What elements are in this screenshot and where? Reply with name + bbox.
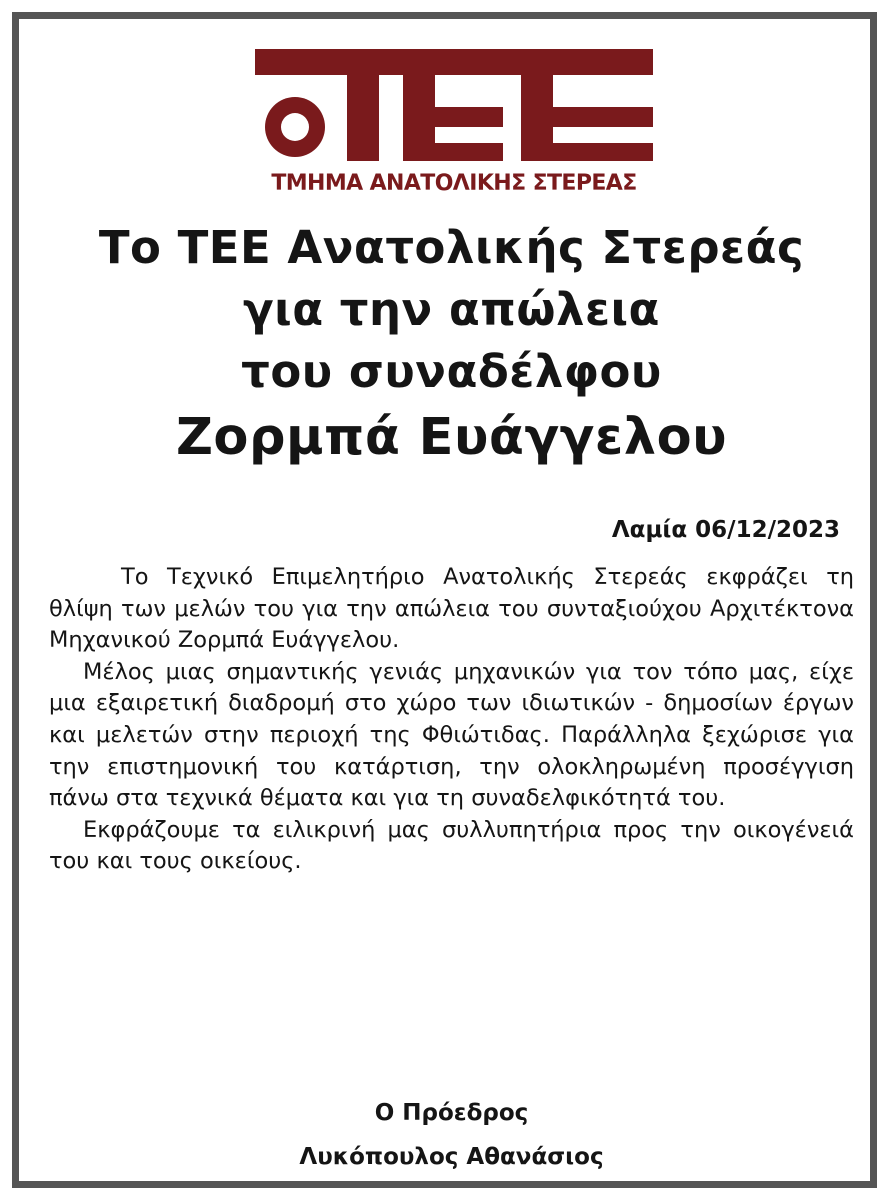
- title-line-4: Ζορμπά Ευάγγελου: [175, 408, 728, 467]
- date-line: Λαμία 06/12/2023: [611, 517, 840, 543]
- tee-logo-icon: [249, 43, 659, 169]
- paragraph-2: Μέλος μιας σημαντικής γενιάς μηχανικών για τον τόπο μας, είχε μια εξαιρετική διαδρομή στο χώρο των ιδιωτικών - δημοσίων έργων και μελετών στην περιοχή της Φθιώτιδας. Παράλληλα ξεχώρισε για την επιστημονική του κατάρτιση, την ολοκληρωμένη προσέγγιση πάνω στα τεχνικά θέματα και για τη συναδελφικότητά του.: [49, 658, 854, 812]
- signature-name: Λυκόπουλος Αθανάσιος: [299, 1144, 604, 1170]
- title-line-3: του συναδέλφου: [241, 345, 662, 398]
- announcement-title: [19, 217, 884, 473]
- signature-role: Ο Πρόεδρος: [374, 1100, 529, 1126]
- announcement-frame: [12, 12, 877, 1188]
- tee-logo: [249, 43, 659, 207]
- title-line-1: Το ΤΕΕ Ανατολικής Στερεάς: [98, 221, 805, 274]
- paragraph-3: Εκφράζουμε τα ειλικρινή μας συλλυπητήρια προς την οικογένειά του και τους οικείους.: [49, 816, 854, 875]
- title-line-2: για την απώλεια: [243, 283, 660, 336]
- signature-block: [19, 1091, 884, 1179]
- announcement-body: [49, 562, 854, 878]
- paragraph-1: Το Τεχνικό Επιμελητήριο Ανατολικής Στερεάς εκφράζει τη θλίψη των μελών του για την απώλεια του συνταξιούχου Αρχιτέκτονα Μηχανικού Ζορμπά Ευάγγελου.: [49, 564, 854, 654]
- logo-caption: ΤΜΗΜΑ ΑΝΑΤΟΛΙΚΗΣ ΣΤΕΡΕΑΣ: [271, 171, 637, 196]
